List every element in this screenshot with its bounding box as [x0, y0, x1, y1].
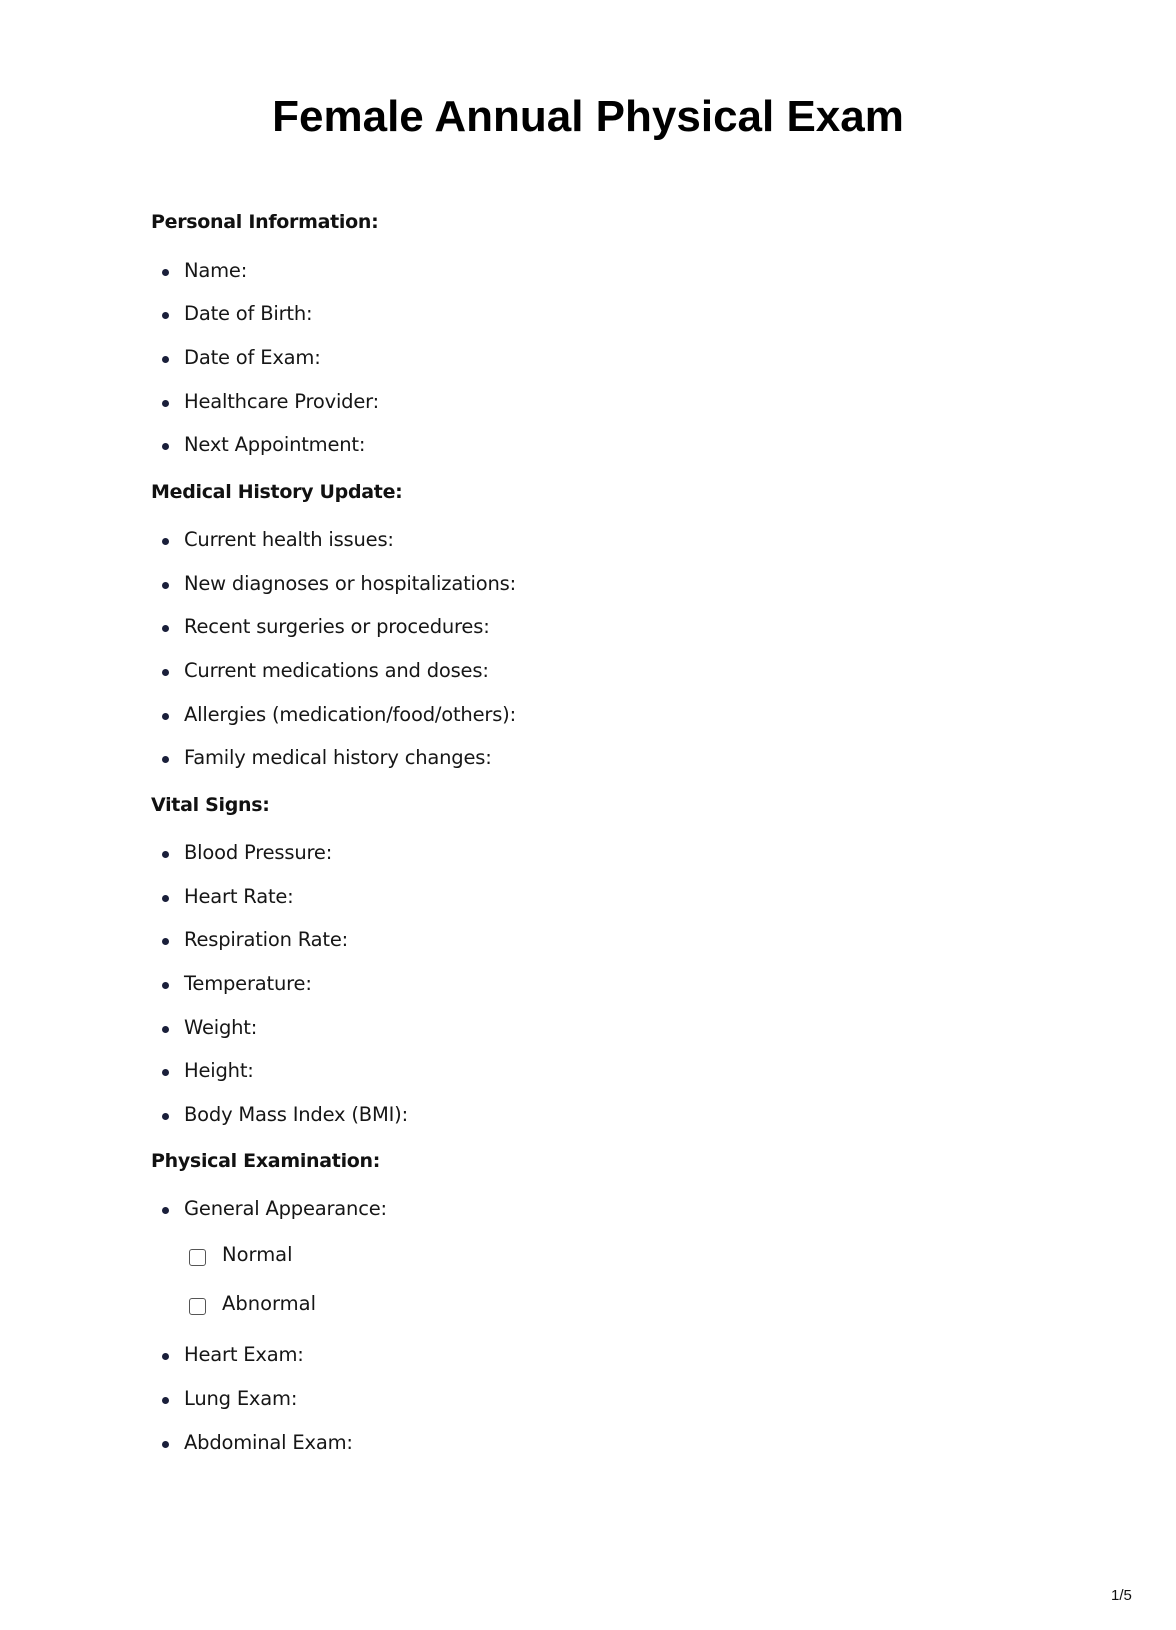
bullet-icon: [162, 895, 169, 902]
bullet-icon: [162, 756, 169, 763]
section-heading-physical-examination: Physical Examination:: [151, 1150, 381, 1172]
checkbox-icon[interactable]: [189, 1249, 206, 1266]
bullet-icon: [162, 1353, 169, 1360]
bullet-icon: [162, 1026, 169, 1033]
section-heading-vital-signs: Vital Signs:: [151, 794, 270, 816]
bullet-icon: [162, 625, 169, 632]
bullet-icon: [162, 938, 169, 945]
section-heading-personal-information: Personal Information:: [151, 211, 379, 233]
document-title: Female Annual Physical Exam: [272, 92, 904, 141]
bullet-icon: [162, 269, 169, 276]
bullet-icon: [162, 1397, 169, 1404]
bullet-icon: [162, 582, 169, 589]
bullet-icon: [162, 1441, 169, 1448]
bullet-icon: [162, 538, 169, 545]
bullet-icon: [162, 1069, 169, 1076]
page-number: 1/5: [1111, 1587, 1132, 1604]
bullet-icon: [162, 1207, 169, 1214]
bullet-icon: [162, 356, 169, 363]
bullet-icon: [162, 312, 169, 319]
bullet-icon: [162, 851, 169, 858]
section-heading-medical-history: Medical History Update:: [151, 481, 403, 503]
bullet-icon: [162, 713, 169, 720]
bullet-icon: [162, 669, 169, 676]
bullet-icon: [162, 443, 169, 450]
bullet-icon: [162, 1113, 169, 1120]
bullet-icon: [162, 982, 169, 989]
checkbox-icon[interactable]: [189, 1298, 206, 1315]
bullet-icon: [162, 400, 169, 407]
